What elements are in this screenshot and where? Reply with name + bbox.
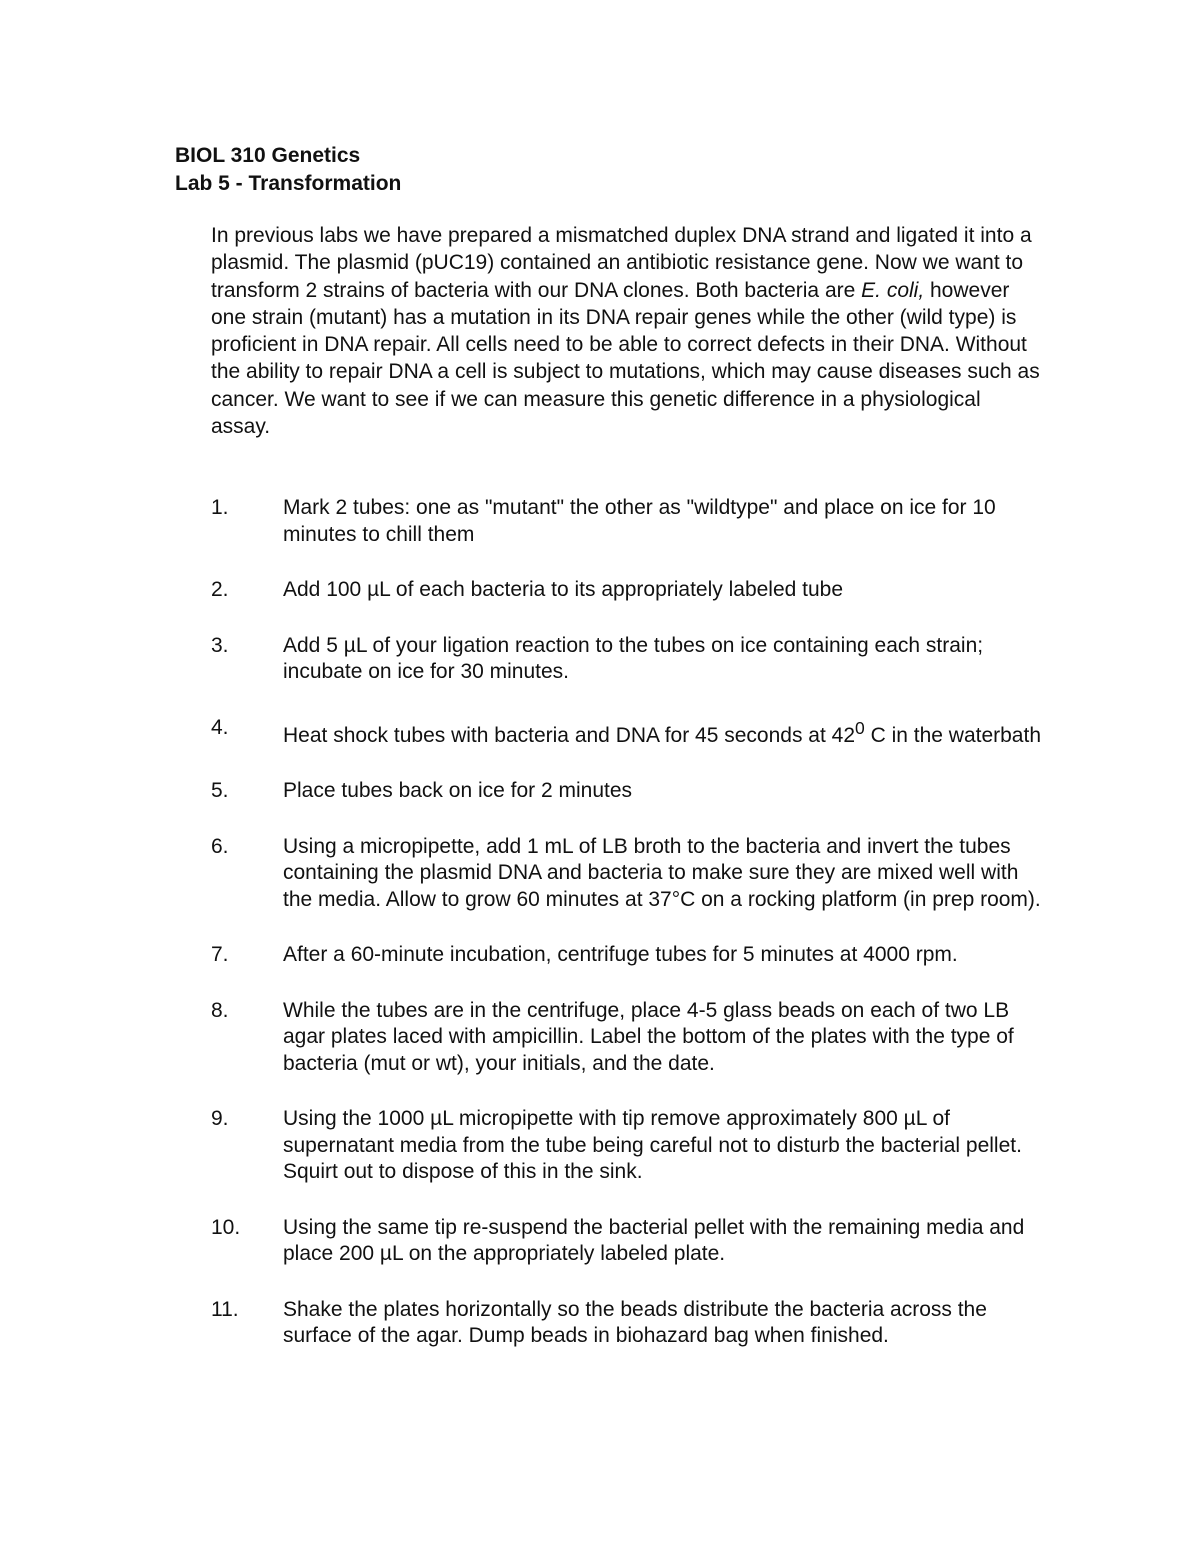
step-text: Using a micropipette, add 1 mL of LB broth to the bacteria and invert the tubes containing the plasmid DNA and bacteria to make sure they are mixed well with the media. Allow to grow 60 minutes at 37°C on a rocking platform (in prep room). [283, 834, 1041, 911]
step-text: Place tubes back on ice for 2 minutes [283, 779, 633, 802]
list-item [211, 495, 1041, 548]
step-text: Mark 2 tubes: one as "mutant" the other as "wildtype" and place on ice for 10 minutes to chill them [283, 496, 996, 546]
step-text [283, 715, 1041, 750]
list-item [211, 1106, 1041, 1186]
list-item [211, 1297, 1041, 1350]
course-title: BIOL 310 Genetics [175, 144, 361, 167]
step-text: After a 60-minute incubation, centrifuge tubes for 5 minutes at 4000 rpm. [283, 943, 958, 966]
step-text-part2: C in the waterbath [864, 723, 1041, 747]
step-number: 2. [211, 578, 229, 601]
list-item [211, 1215, 1041, 1268]
step-number: 6. [211, 834, 229, 858]
intro-text-part2: however one strain (mutant) has a mutation in its DNA repair genes while the other (wild type) is proficient in DNA repair. All cells need to be able to correct defects in their DNA. Without the ability to repair DNA a cell is subject to mutations, which may cause diseases such as cancer. We want to see if we can measure this genetic difference in a physiological assay. [211, 278, 1040, 439]
step-number: 9. [211, 1107, 229, 1130]
list-item [211, 942, 1041, 969]
intro-paragraph [211, 222, 1041, 440]
step-text: Add 100 µL of each bacteria to its appropriately labeled tube [283, 578, 844, 601]
step-number: 11. [211, 1297, 239, 1321]
list-item [211, 715, 1041, 750]
step-number: 8. [211, 998, 229, 1022]
step-number: 7. [211, 943, 229, 966]
list-item [211, 577, 1041, 604]
step-text: Shake the plates horizontally so the beads distribute the bacteria across the surface of the agar. Dump beads in biohazard bag when finished. [283, 1297, 987, 1347]
list-item [211, 633, 1041, 686]
step-text-part1: Heat shock tubes with bacteria and DNA for 45 seconds at 42 [283, 723, 855, 747]
degree-superscript: 0 [855, 717, 865, 738]
step-text: Using the same tip re-suspend the bacterial pellet with the remaining media and place 200 µL on the appropriately labeled plate. [283, 1215, 1025, 1265]
document-header [175, 142, 401, 198]
list-item [211, 834, 1041, 914]
step-text: Using the 1000 µL micropipette with tip remove approximately 800 µL of supernatant media from the tube being careful not to disturb the bacterial pellet. Squirt out to dispose of this in the sink. [283, 1107, 1022, 1183]
procedure-steps [211, 495, 1041, 1379]
step-text: Add 5 µL of your ligation reaction to the tubes on ice containing each strain; incubate on ice for 30 minutes. [283, 633, 984, 683]
step-number: 3. [211, 633, 229, 657]
step-number: 1. [211, 496, 229, 519]
step-number: 10. [211, 1215, 241, 1239]
species-name: E. coli, [861, 278, 925, 302]
intro-text-part1: In previous labs we have prepared a mismatched duplex DNA strand and ligated it into a plasmid. The plasmid (pUC19) contained an antibiotic resistance gene. Now we want to transform 2 strains of bacteria with our DNA clones. Both bacteria are [211, 224, 1032, 302]
step-number: 5. [211, 779, 229, 802]
step-text: While the tubes are in the centrifuge, place 4-5 glass beads on each of two LB agar plates laced with ampicillin. Label the bottom of the plates with the type of bacteria (mut or wt), your initials, and the date. [283, 998, 1014, 1075]
lab-title: Lab 5 - Transformation [175, 172, 402, 195]
list-item [211, 998, 1041, 1078]
list-item [211, 778, 1041, 805]
step-number: 4. [211, 715, 229, 739]
